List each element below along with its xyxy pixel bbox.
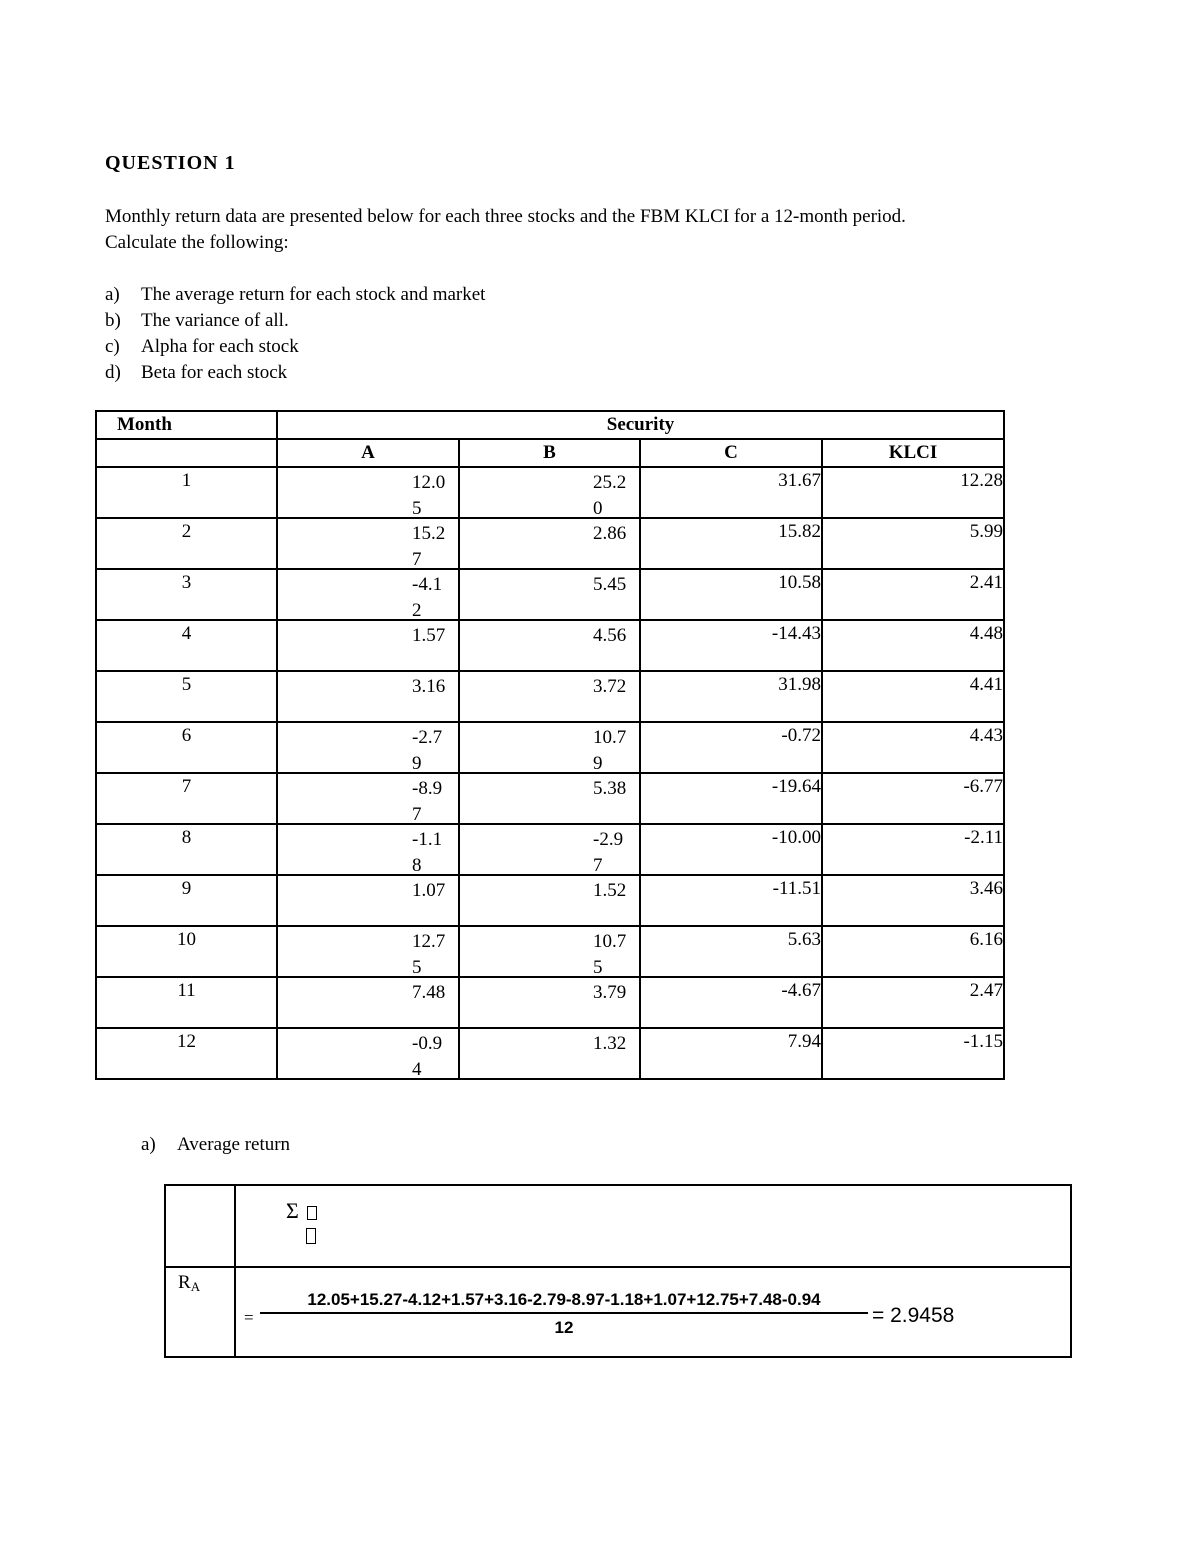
box-divider-horizontal	[166, 1266, 1070, 1268]
task-text: The average return for each stock and market	[141, 284, 486, 305]
cell-b	[459, 620, 640, 671]
cell-c: -0.72	[640, 722, 822, 773]
cell-a	[277, 1028, 459, 1079]
task-text: The variance of all.	[141, 310, 289, 331]
cell-b-value: 1.52	[593, 880, 627, 901]
box-divider-vertical	[234, 1186, 236, 1356]
cell-a	[277, 467, 459, 518]
cell-b-value: 5.38	[593, 778, 627, 799]
task-item	[105, 282, 485, 308]
cell-c: -10.00	[640, 824, 822, 875]
empty-header-cell	[96, 439, 277, 467]
security-header: Security	[277, 411, 1004, 439]
cell-klci: 2.47	[822, 977, 1004, 1028]
task-item	[105, 360, 485, 386]
cell-b-value: 3.79	[593, 982, 627, 1003]
cell-a	[277, 926, 459, 977]
cell-klci: -1.15	[822, 1028, 1004, 1079]
ra-subscript: A	[190, 1279, 201, 1294]
month-cell: 9	[96, 875, 277, 926]
cell-b	[459, 926, 640, 977]
month-cell: 4	[96, 620, 277, 671]
cell-c: 10.58	[640, 569, 822, 620]
cell-b	[459, 773, 640, 824]
average-fraction	[260, 1290, 868, 1338]
cell-a-value: 7.48	[412, 982, 446, 1003]
question-title: QUESTION 1	[105, 152, 236, 174]
table-header-row	[96, 411, 1004, 439]
cell-a-value: 12.05	[412, 472, 446, 519]
task-label: b)	[105, 310, 121, 331]
cell-klci: 4.41	[822, 671, 1004, 722]
ra-label	[178, 1272, 200, 1294]
cell-b-value: 25.20	[593, 472, 627, 519]
sigma-symbol: Σ	[286, 1198, 299, 1223]
question-intro	[105, 204, 906, 256]
month-cell: 7	[96, 773, 277, 824]
table-row	[96, 977, 1004, 1028]
cell-b-value: 10.75	[593, 931, 627, 978]
cell-c: -14.43	[640, 620, 822, 671]
task-list	[105, 282, 485, 386]
table-row	[96, 824, 1004, 875]
cell-b-value: 2.86	[593, 523, 627, 544]
cell-a-value: 1.57	[412, 625, 446, 646]
cell-a-value: 1.07	[412, 880, 446, 901]
table-row	[96, 569, 1004, 620]
task-label: a)	[105, 284, 120, 305]
table-row	[96, 722, 1004, 773]
cell-a	[277, 671, 459, 722]
cell-a-value: -1.18	[412, 829, 443, 876]
cell-a	[277, 977, 459, 1028]
month-cell: 8	[96, 824, 277, 875]
cell-b	[459, 824, 640, 875]
month-cell: 3	[96, 569, 277, 620]
task-item	[105, 308, 485, 334]
cell-c: 31.67	[640, 467, 822, 518]
equals-sign: =	[244, 1308, 254, 1327]
cell-a	[277, 722, 459, 773]
cell-a-value: -8.97	[412, 778, 443, 825]
cell-klci: 2.41	[822, 569, 1004, 620]
cell-a	[277, 569, 459, 620]
ra-symbol: R	[178, 1272, 191, 1293]
missing-glyph-icon	[306, 1228, 316, 1244]
fraction-numerator: 12.05+15.27-4.12+1.57+3.16-2.79-8.97-1.18+1.07+12.75+7.48-0.94	[307, 1290, 821, 1309]
task-label: d)	[105, 362, 121, 383]
month-cell: 10	[96, 926, 277, 977]
table-row	[96, 671, 1004, 722]
task-label: c)	[105, 336, 120, 357]
cell-a-value: -2.79	[412, 727, 443, 774]
cell-b-value: 3.72	[593, 676, 627, 697]
cell-b	[459, 977, 640, 1028]
table-subheader-row	[96, 439, 1004, 467]
table-row	[96, 518, 1004, 569]
cell-klci: 6.16	[822, 926, 1004, 977]
task-text: Alpha for each stock	[141, 336, 299, 357]
cell-a	[277, 875, 459, 926]
cell-klci: 4.43	[822, 722, 1004, 773]
missing-glyph-icon	[307, 1206, 317, 1220]
month-cell: 5	[96, 671, 277, 722]
answer-a-label: a)	[141, 1134, 156, 1155]
cell-b-value: -2.97	[593, 829, 624, 876]
cell-a	[277, 773, 459, 824]
table-row	[96, 773, 1004, 824]
table-row	[96, 926, 1004, 977]
average-result: = 2.9458	[872, 1304, 955, 1327]
cell-b-value: 4.56	[593, 625, 627, 646]
table-row	[96, 1028, 1004, 1079]
answer-a-title: Average return	[177, 1134, 291, 1155]
cell-b	[459, 467, 640, 518]
cell-b	[459, 671, 640, 722]
cell-b-value: 5.45	[593, 574, 627, 595]
column-header-c: C	[640, 439, 822, 467]
cell-a	[277, 518, 459, 569]
column-header-b: B	[459, 439, 640, 467]
month-cell: 2	[96, 518, 277, 569]
cell-c: 15.82	[640, 518, 822, 569]
cell-a-value: 12.75	[412, 931, 446, 978]
cell-c: 7.94	[640, 1028, 822, 1079]
cell-b	[459, 1028, 640, 1079]
fraction-denominator: 12	[554, 1318, 574, 1337]
cell-klci: 5.99	[822, 518, 1004, 569]
task-item	[105, 334, 485, 360]
cell-klci: 4.48	[822, 620, 1004, 671]
table-row	[96, 467, 1004, 518]
cell-c: 31.98	[640, 671, 822, 722]
column-header-klci: KLCI	[822, 439, 1004, 467]
task-text: Beta for each stock	[141, 362, 288, 383]
answer-a-heading	[141, 1134, 290, 1156]
cell-a-value: -0.94	[412, 1033, 443, 1080]
intro-line-2: Calculate the following:	[105, 232, 289, 253]
cell-a-value: 15.27	[412, 523, 446, 570]
cell-klci: 3.46	[822, 875, 1004, 926]
cell-b	[459, 569, 640, 620]
cell-klci: -2.11	[822, 824, 1004, 875]
cell-c: -19.64	[640, 773, 822, 824]
month-header: Month	[96, 411, 277, 439]
sigma-formula	[286, 1198, 317, 1224]
cell-b-value: 1.32	[593, 1033, 627, 1054]
cell-b	[459, 518, 640, 569]
cell-c: 5.63	[640, 926, 822, 977]
cell-b	[459, 875, 640, 926]
month-cell: 1	[96, 467, 277, 518]
month-cell: 12	[96, 1028, 277, 1079]
cell-c: -4.67	[640, 977, 822, 1028]
table-row	[96, 620, 1004, 671]
cell-a	[277, 824, 459, 875]
cell-klci: -6.77	[822, 773, 1004, 824]
table-row	[96, 875, 1004, 926]
cell-b-value: 10.79	[593, 727, 627, 774]
month-cell: 11	[96, 977, 277, 1028]
cell-a	[277, 620, 459, 671]
intro-line-1: Monthly return data are presented below for each three stocks and the FBM KLCI for a 12-month period.	[105, 206, 906, 227]
month-cell: 6	[96, 722, 277, 773]
column-header-a: A	[277, 439, 459, 467]
returns-table	[95, 410, 1005, 1080]
cell-a-value: -4.12	[412, 574, 443, 621]
cell-c: -11.51	[640, 875, 822, 926]
cell-b	[459, 722, 640, 773]
average-return-box	[164, 1184, 1072, 1358]
cell-klci: 12.28	[822, 467, 1004, 518]
cell-a-value: 3.16	[412, 676, 446, 697]
